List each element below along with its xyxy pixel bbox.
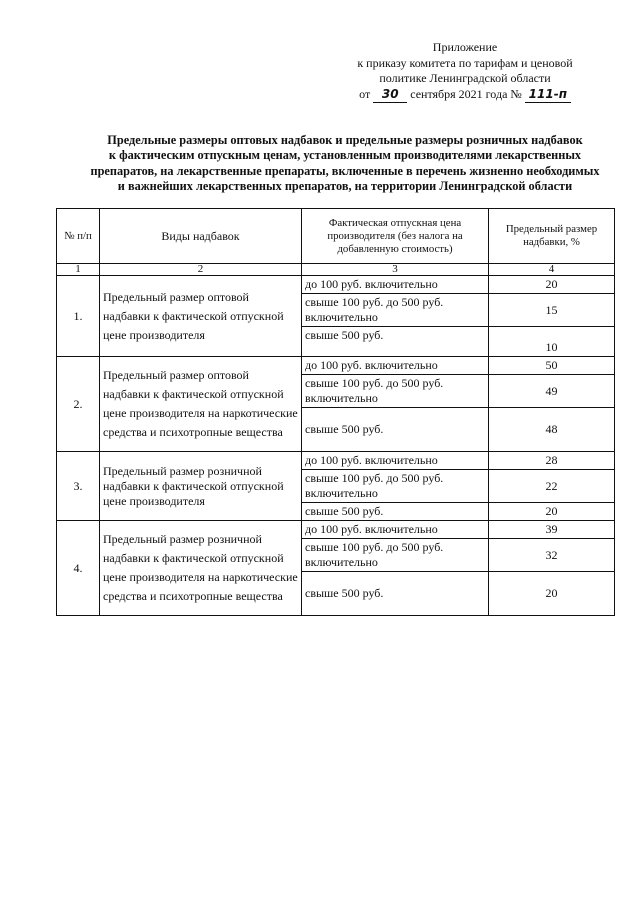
price-range: до 100 руб. включительно	[302, 276, 489, 294]
markup-kind: Предельный размер розничной надбавки к фактической отпускной цене производителя	[100, 452, 302, 521]
title-line-1: Предельные размеры оптовых надбавок и предельные размеры розничных надбавок	[107, 133, 583, 147]
document-title	[80, 133, 610, 195]
row-number: 2.	[57, 357, 100, 452]
header-kind: Виды надбавок	[100, 209, 302, 264]
price-range: свыше 500 руб.	[302, 503, 489, 521]
appendix-day: 30	[373, 87, 407, 104]
price-range: свыше 500 руб.	[302, 408, 489, 452]
markup-value: 15	[489, 294, 615, 327]
table-row	[57, 452, 615, 470]
header-markup: Предельный размер надбавки, %	[489, 209, 615, 264]
appendix-label: Приложение	[432, 40, 498, 54]
price-range: свыше 100 руб. до 500 руб. включительно	[302, 470, 489, 503]
price-range: свыше 100 руб. до 500 руб. включительно	[302, 375, 489, 408]
appendix-number: 111-п	[525, 87, 571, 104]
appendix-block	[340, 40, 590, 103]
row-number: 3.	[57, 452, 100, 521]
markup-table	[56, 208, 615, 616]
markup-value: 28	[489, 452, 615, 470]
markup-value: 20	[489, 503, 615, 521]
markup-value: 48	[489, 408, 615, 452]
markup-value: 20	[489, 572, 615, 616]
title-line-2: к фактическим отпускным ценам, установленным производителями лекарственных	[108, 148, 582, 163]
row-number: 4.	[57, 521, 100, 616]
price-range: свыше 500 руб.	[302, 327, 489, 357]
markup-value: 22	[489, 470, 615, 503]
col-number-4: 4	[489, 264, 615, 276]
price-range: до 100 руб. включительно	[302, 521, 489, 539]
header-num: № п/п	[57, 209, 100, 264]
col-number-1: 1	[57, 264, 100, 276]
price-range: до 100 руб. включительно	[302, 452, 489, 470]
markup-value: 20	[489, 276, 615, 294]
markup-value: 39	[489, 521, 615, 539]
markup-kind: Предельный размер оптовой надбавки к фактической отпускной цене производителя	[100, 276, 302, 357]
column-numbers-row	[57, 264, 615, 276]
table-header-row	[57, 209, 615, 264]
col-number-2: 2	[100, 264, 302, 276]
price-range: до 100 руб. включительно	[302, 357, 489, 375]
title-line-3: препаратов, на лекарственные препараты, включенные в перечень жизненно необходимых	[90, 163, 600, 178]
header-price: Фактическая отпускная цена производителя (без налога на добавленную стоимость)	[302, 209, 489, 264]
appendix-order-line: к приказу комитета по тарифам и ценовой	[357, 55, 573, 70]
markup-value: 49	[489, 375, 615, 408]
appendix-date-line	[340, 87, 590, 104]
markup-kind: Предельный размер оптовой надбавки к фактической отпускной цене производителя на наркотические средства и психотропные вещества	[100, 357, 302, 452]
markup-value: 10	[489, 327, 615, 357]
table-row	[57, 521, 615, 539]
price-range: свыше 100 руб. до 500 руб. включительно	[302, 294, 489, 327]
appendix-committee-line: политике Ленинградской области	[379, 71, 551, 85]
markup-value: 50	[489, 357, 615, 375]
markup-kind: Предельный размер розничной надбавки к фактической отпускной цене производителя на наркотические средства и психотропные вещества	[100, 521, 302, 616]
appendix-month-year: сентября 2021 года №	[410, 86, 522, 101]
table-row	[57, 276, 615, 294]
table-row	[57, 357, 615, 375]
title-line-4: и важнейших лекарственных препаратов, на территории Ленинградской области	[117, 179, 573, 194]
col-number-3: 3	[302, 264, 489, 276]
appendix-from: от	[359, 86, 371, 101]
row-number: 1.	[57, 276, 100, 357]
markup-value: 32	[489, 539, 615, 572]
price-range: свыше 100 руб. до 500 руб. включительно	[302, 539, 489, 572]
price-range: свыше 500 руб.	[302, 572, 489, 616]
